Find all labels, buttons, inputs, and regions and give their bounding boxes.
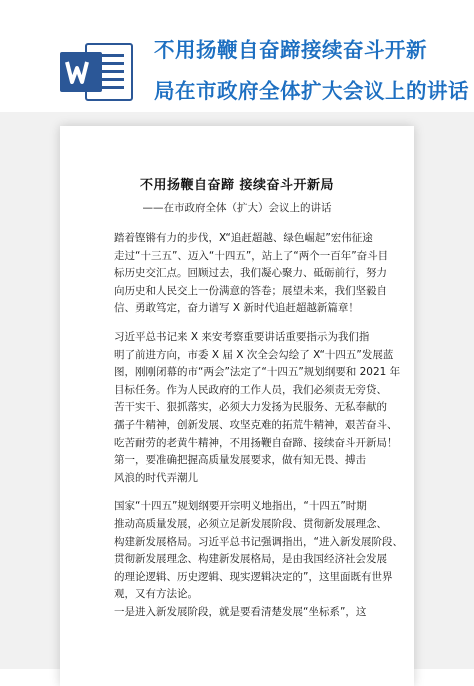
text-line: 构建新发展格局。习近平总书记强调指出，“进入新发展阶段、 <box>114 535 403 548</box>
text-line: 习近平总书记来 X 来安考察重要讲话重要指示为我们指 <box>114 330 370 343</box>
text-line: 吃苦耐劳的老黄牛精神，不用扬鞭自奋蹄、接续奋斗开新局！ <box>114 436 398 449</box>
text-line: 苦干实干、狠抓落实，必须大力发扬为民服务、无私奉献的 <box>114 401 387 414</box>
text-line: 明了前进方向，市委 X 届 X 次全会勾绘了 X“十四五”发展蓝 <box>114 348 394 361</box>
text-line: 向历史和人民交上一份满意的答卷；展望未来，我们坚毅自 <box>114 284 387 297</box>
text-line: 观，又有方法论。 <box>114 588 198 601</box>
word-document-icon <box>58 42 138 106</box>
text-line: 国家“十四五”规划纲要开宗明义地指出，“十四五”时期 <box>114 500 367 513</box>
text-line: 走过“十三五”、迈入“十四五”，站上了“两个一百年”奋斗目 <box>114 249 389 262</box>
title-line-2: 局在市政府全体扩大会议上的讲话 <box>154 79 469 103</box>
document-title: 不用扬鞭自奋蹄 接续奋斗开新局 <box>139 178 335 193</box>
paragraph <box>114 329 401 487</box>
text-line: 标历史交汇点。回顾过去，我们凝心聚力、砥砺前行，努力 <box>114 267 387 280</box>
text-line: 目标任务。作为人民政府的工作人员，我们必须责无旁贷、 <box>114 383 387 396</box>
document-subtitle: ——在市政府全体（扩大）会议上的讲话 <box>142 202 332 214</box>
header-banner <box>0 0 474 120</box>
document-body <box>114 230 403 621</box>
title-line-1: 不用扬鞭自奋蹄接续奋斗开新 <box>154 38 427 62</box>
document-preview-area <box>0 112 474 669</box>
text-line: 第一，要准确把握高质量发展要求，做有知无畏、搏击 <box>114 454 366 467</box>
paragraph <box>114 230 389 318</box>
text-line: 踏着铿锵有力的步伐，X“追赶超越、绿色崛起”宏伟征途 <box>114 232 373 244</box>
text-line: 一是进入新发展阶段，就是要看清楚发展“坐标系”，这 <box>114 605 367 618</box>
document-page <box>60 126 414 686</box>
text-line: 推动高质量发展，必须立足新发展阶段、贯彻新发展理念、 <box>114 517 387 530</box>
paragraph <box>114 498 403 621</box>
page-title <box>154 30 470 112</box>
text-line: 贯彻新发展理念、构建新发展格局，是由我国经济社会发展 <box>114 553 387 566</box>
text-line: 图，刚刚闭幕的市“两会”法定了“十四五”规划纲要和 2021 年 <box>114 366 401 379</box>
text-line: 孺子牛精神，创新发展、攻坚克难的拓荒牛精神，艰苦奋斗、 <box>114 418 398 431</box>
text-line: 信、勇敢笃定，奋力谱写 X 新时代追赶超越新篇章！ <box>114 302 359 315</box>
text-line: 风浪的时代弄潮儿 <box>114 471 198 484</box>
text-line: 的理论逻辑、历史逻辑、现实逻辑决定的”，这里面既有世界 <box>114 570 393 583</box>
